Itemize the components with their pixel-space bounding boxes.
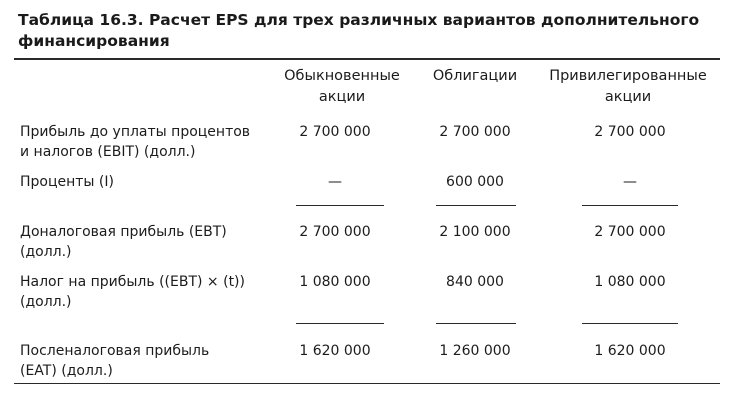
column-header-bonds (418, 66, 532, 87)
cell-tax-preferred: 1 080 000 (594, 274, 666, 290)
row-label-line: и налогов (EBIT) (долл.) (20, 144, 196, 160)
subtotal-rule (436, 205, 516, 206)
cell-ebit-bonds: 2 700 000 (439, 124, 511, 140)
row-label-ebt (20, 222, 290, 262)
cell-tax-bonds: 840 000 (446, 274, 504, 290)
cell-ebt-common: 2 700 000 (299, 224, 371, 240)
cell-eat-preferred: 1 620 000 (594, 343, 666, 359)
row-label-eat (20, 341, 290, 381)
column-header-line: Облигации (432, 68, 518, 84)
cell-eat-common: 1 620 000 (299, 343, 371, 359)
cell-ebt-preferred: 2 700 000 (594, 224, 666, 240)
column-header-line: акции (318, 89, 366, 105)
row-label-tax (20, 272, 290, 312)
table-caption: Таблица 16.3. Расчет EPS для трех различных вариантов дополнительного финансирования (18, 11, 700, 50)
column-header-line: Обыкновенные (284, 68, 400, 84)
cell-tax-common: 1 080 000 (299, 274, 371, 290)
cell-eat-bonds: 1 260 000 (439, 343, 511, 359)
column-header-line: акции (604, 89, 652, 105)
row-label-line: (долл.) (20, 244, 72, 260)
row-label-line: Проценты (I) (20, 174, 114, 190)
cell-interest-bonds: 600 000 (446, 174, 504, 190)
row-label-line: Прибыль до уплаты процентов (20, 124, 251, 140)
cell-interest-common: — (328, 174, 342, 190)
subtotal-rule (296, 323, 384, 324)
subtotal-rule (582, 323, 678, 324)
row-label-line: Посленалоговая прибыль (20, 343, 210, 359)
row-label-line: Доналоговая прибыль (EBT) (20, 224, 227, 240)
cell-ebt-bonds: 2 100 000 (439, 224, 511, 240)
column-header-preferred-stock (538, 66, 718, 108)
row-label-line: (долл.) (20, 294, 72, 310)
row-label-ebit (20, 122, 290, 162)
subtotal-rule (582, 205, 678, 206)
column-header-line: Привилегированные (549, 68, 707, 84)
cell-ebit-preferred: 2 700 000 (594, 124, 666, 140)
subtotal-rule (296, 205, 384, 206)
column-header-common-stock (272, 66, 412, 108)
row-label-line: Налог на прибыль ((EBT) × (t)) (20, 274, 245, 290)
cell-ebit-common: 2 700 000 (299, 124, 371, 140)
cell-interest-preferred: — (623, 174, 637, 190)
row-label-line: (EAT) (долл.) (20, 363, 113, 379)
subtotal-rule (436, 323, 516, 324)
row-label-interest (20, 172, 290, 192)
bottom-rule (14, 383, 720, 384)
top-rule (14, 58, 720, 60)
